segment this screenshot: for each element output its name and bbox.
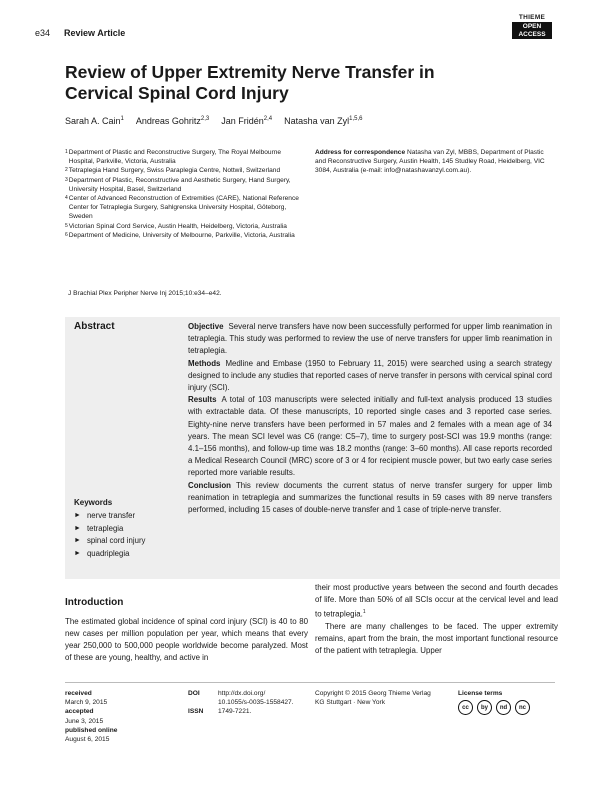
abstract-objective: Objective Several nerve transfers have now been successfully performed for upper limb reanimation in tetraplegia. This study was performed to review the use of nerve transfers for upper limb reanimation in tetraplegia.	[188, 322, 552, 356]
keyword-item: ► quadriplegia	[74, 548, 145, 561]
author: Jan Fridén$^{2,4}$	[221, 116, 273, 126]
intro-paragraph-2: There are many challenges to be faced. The upper extremity remains, apart from the brain, the most important functional resource of the patient with tetraplegia. Upper	[315, 621, 558, 656]
affiliation: 1 Department of Plastic and Reconstructive Surgery, The Royal Melbourne Hospital, Parkville, Victoria, Australia	[65, 149, 282, 166]
journal-citation: J Brachial Plex Peripher Nerve Inj 2015;10:e34–e42.	[68, 290, 222, 297]
abstract-text	[188, 321, 552, 516]
body-column-left	[65, 616, 308, 664]
cc-nc-icon: nc	[515, 700, 530, 715]
title-line-2: Cervical Spinal Cord Injury	[65, 83, 289, 103]
author: Natasha van Zyl$^{1,5,6}$	[284, 116, 363, 126]
doi-link[interactable]: http://dx.doi.org/	[218, 690, 266, 697]
article-type: Review Article	[64, 28, 126, 38]
affiliation: 3 Department of Plastic, Reconstructive and Aesthetic Surgery, Hand Surgery, University Hospital, Basel, Switzerland	[65, 176, 291, 193]
footer-dates: received March 9, 2015 accepted June 3, 2015 published online August 6, 2015	[65, 690, 118, 744]
abstract-label: Abstract	[74, 321, 115, 332]
running-header	[35, 28, 125, 38]
abstract-conclusion: Conclusion This review documents the current status of nerve transfer surgery for upper limb reanimation in tetraplegia and summarizes the functional results in 59 cases with 89 nerve transfers performed, including 15 cases of double-nerve transfer and 1 case of triple-nerve transfer.	[188, 480, 552, 515]
author-list	[65, 116, 363, 126]
correspondence-address	[315, 148, 555, 176]
logo-open-access	[512, 22, 552, 39]
author: Andreas Gohritz$^{2,3}$	[135, 116, 210, 126]
abstract-methods: Methods Medline and Embase (1950 to February 11, 2015) were searched using a search strategy designed to include any studies that reported cases of nerve transfer in persons with cervical spinal cord injury (SCI).	[188, 358, 552, 393]
keyword-item: ► spinal cord injury	[74, 535, 145, 548]
keyword-item: ► tetraplegia	[74, 523, 145, 536]
body-column-right	[315, 582, 558, 657]
abstract-results: Results A total of 103 manuscripts were selected initially and full-text analysis produced 13 studies with extractable data. Of these manuscripts, 10 reported single cases and 3 reported case series. Eighty-nine nerve transfers have been performed in 57 males and 2 females with a mean age of 34 years. The mean SCI level was C6 (range: C5–7), time to surgery post-SCI was 19.9 months (range: 4.1–156 months), and follow-up time was 18.2 months (range: 3–60 months). All case reports recorded a Medical Research Council (MRC) score of 3 or 4 for recipient muscle power, but two early case series reported more variable results.	[188, 395, 552, 478]
footer-divider	[65, 682, 555, 683]
introduction-heading: Introduction	[65, 597, 124, 608]
intro-paragraph-1: The estimated global incidence of spinal cord injury (SCI) is 40 to 80 new cases per million population per year, which means that every year 250,000 to 500,000 people worldwide become paralyzed. Most of these are young, healthy, and active in	[65, 617, 308, 663]
footer-copyright: Copyright © 2015 Georg Thieme Verlag KG Stuttgart · New York	[315, 690, 431, 707]
arrow-icon: ►	[74, 549, 81, 557]
cc-by-icon: by	[477, 700, 492, 715]
cc-nd-icon: nd	[496, 700, 511, 715]
logo-oa-line2: ACCESS	[518, 30, 546, 38]
license-label[interactable]: License terms	[458, 690, 503, 697]
intro-paragraph-1-cont: their most productive years between the second and fourth decades of life. More than 50% of all SCIs occur at the cervical level and lead to tetraplegia.$^1$	[315, 583, 558, 619]
logo-oa-line1: OPEN	[522, 23, 542, 30]
keyword-item: ► nerve transfer	[74, 510, 145, 523]
correspondence-text: Natasha van Zyl, MBBS, Department of Plastic and Reconstructive Surgery, Austin Health, 145 Studley Road, Heidelberg, VIC 3084, Australia (e-mail: info@natashavanzyl.com.au).	[315, 149, 545, 175]
footer-doi: DOI http://dx.doi.org/ 10.1055/s-0035-1558427. ISSN 1749-7221.	[188, 689, 318, 717]
affiliations	[65, 148, 305, 240]
arrow-icon: ►	[74, 512, 81, 519]
affiliation: 4 Center of Advanced Reconstruction of Extremities (CARE), National Reference Center for Tetraplegia Surgery, Sahlgrenska University Hospital, Göteborg, Sweden	[65, 195, 299, 221]
affiliation: 5 Victorian Spinal Cord Service, Austin Health, Heidelberg, Victoria, Australia	[65, 222, 287, 230]
affiliation: 2 Tetraplegia Hand Surgery, Swiss Paraplegia Centre, Nottwil, Switzerland	[65, 167, 281, 175]
page-number: e34	[35, 28, 51, 38]
arrow-icon: ►	[74, 524, 81, 532]
correspondence-label: Address for correspondence	[315, 149, 406, 156]
article-title	[65, 62, 505, 104]
logo-thieme-text: THIEME	[518, 14, 546, 21]
keywords-list	[74, 510, 145, 560]
thieme-open-access-logo	[512, 14, 552, 39]
footer-license	[458, 689, 502, 698]
arrow-icon: ►	[74, 537, 81, 544]
cc-license-icons	[458, 700, 530, 715]
cc-icon: cc	[458, 700, 473, 715]
title-line-1: Review of Upper Extremity Nerve Transfer in	[65, 62, 435, 82]
author: Sarah A. Cain$^1$	[65, 116, 124, 126]
keywords-label: Keywords	[74, 498, 113, 507]
affiliation: 6 Department of Medicine, University of Melbourne, Parkville, Victoria, Australia	[65, 231, 295, 239]
